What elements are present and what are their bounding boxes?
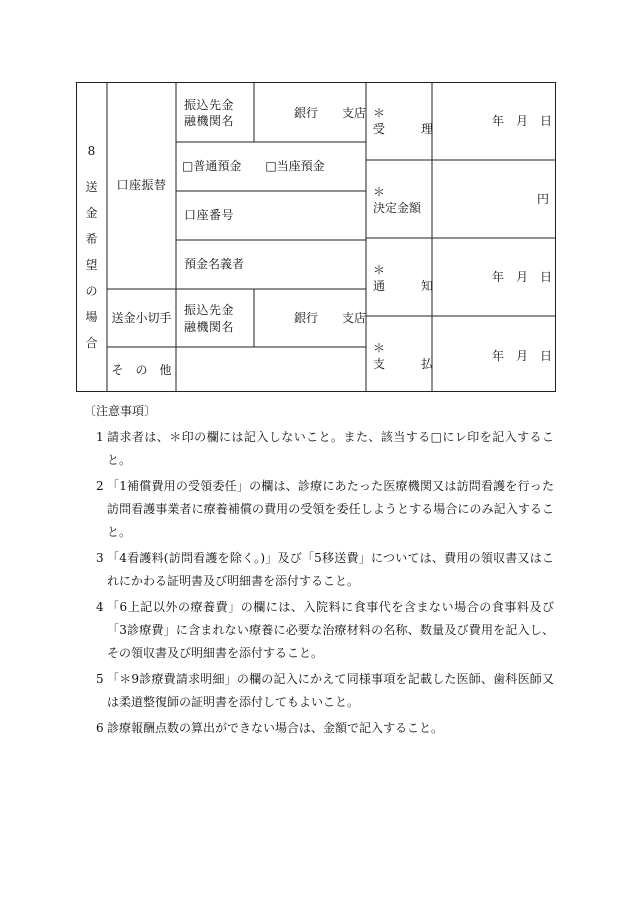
note-number: 2 <box>96 479 104 493</box>
section-title-char: 送 <box>85 180 98 194</box>
bank-name-label-line2: 融機関名 <box>184 114 235 128</box>
payment-date: 年 月 日 <box>492 349 553 363</box>
section-title-char: 場 <box>85 310 98 324</box>
notice-date: 年 月 日 <box>492 270 553 284</box>
note-item <box>84 717 554 740</box>
note-item <box>84 596 554 665</box>
note-number: 3 <box>96 551 104 565</box>
account-holder-label: 預金名義者 <box>184 257 245 271</box>
section-title-char: の <box>85 284 98 298</box>
remittance-check-label: 送金小切手 <box>111 311 172 325</box>
section-title-char: 望 <box>85 258 98 272</box>
account-transfer-label: 口座振替 <box>116 178 167 192</box>
note-number: 6 <box>96 721 104 735</box>
receipt-star: ＊ <box>373 106 386 120</box>
note-text: 請求者は、＊印の欄には記入しないこと。また、該当する□にレ印を記入すること。 <box>107 430 554 467</box>
notes-section <box>84 402 554 743</box>
note-number: 1 <box>96 430 104 444</box>
receipt-label: 受 理 <box>373 122 434 136</box>
payment-star: ＊ <box>373 341 386 355</box>
note-text: 診療報酬点数の算出ができない場合は、金額で記入すること。 <box>107 721 444 735</box>
account-number-field[interactable] <box>254 191 366 240</box>
note-text: 「＊9診療費請求明細」の欄の記入にかえて同様事項を記載した医師、歯科医師又は柔道整復師の証明書を添付してもよいこと。 <box>107 672 554 709</box>
payment-label: 支 払 <box>373 357 434 371</box>
bank-name2-label-line1: 振込先金 <box>184 303 235 317</box>
note-item <box>84 475 554 544</box>
decision-amount-label: 決定金額 <box>373 201 422 215</box>
remittance-form-table <box>76 82 556 392</box>
note-item <box>84 547 554 593</box>
receipt-date: 年 月 日 <box>492 114 553 128</box>
yen-unit: 円 <box>537 192 550 206</box>
note-item <box>84 426 554 472</box>
note-text: 「4看護料(訪問看護を除く。)」及び「5移送費」については、費用の領収書又はこれにかわる証明書及び明細書を添付すること。 <box>107 551 554 588</box>
bank-branch2-field[interactable]: 銀行 支店 <box>294 311 367 325</box>
other-field[interactable] <box>176 347 366 392</box>
notice-label: 通 知 <box>373 279 434 293</box>
note-number: 5 <box>96 672 104 686</box>
bank-name-label-line1: 振込先金 <box>184 98 235 112</box>
section-title-vertical <box>76 174 107 356</box>
note-number: 4 <box>96 600 104 614</box>
note-item <box>84 668 554 714</box>
notice-star: ＊ <box>373 263 386 277</box>
decision-star: ＊ <box>373 185 386 199</box>
account-holder-field[interactable] <box>254 240 366 289</box>
section-title-char: 希 <box>85 232 98 246</box>
section-number: 8 <box>87 144 96 158</box>
section-title-char: 合 <box>85 336 98 350</box>
note-text: 「1補償費用の受領委任」の欄は、診療にあたった医療機関又は訪問看護を行った訪問看護事業者に療養補償の費用の受領を委任しようとする場合にのみ記入すること。 <box>107 479 554 539</box>
note-text: 「6上記以外の療養費」の欄には、入院料に食事代を含まない場合の食事料及び「3診療費」に含まれない療養に必要な治療材料の名称、数量及び費用を記入し、その領収書及び明細書を添付すること。 <box>107 600 554 660</box>
bank-name2-label-line2: 融機関名 <box>184 320 235 334</box>
notes-title: 〔注意事項〕 <box>84 404 157 418</box>
account-number-label: 口座番号 <box>184 208 235 222</box>
bank-branch-field[interactable]: 銀行 支店 <box>294 106 367 120</box>
deposit-type-checkboxes[interactable]: □普通預金 □当座預金 <box>182 159 325 173</box>
section-title-char: 金 <box>85 206 98 220</box>
other-label: そ の 他 <box>111 363 172 377</box>
